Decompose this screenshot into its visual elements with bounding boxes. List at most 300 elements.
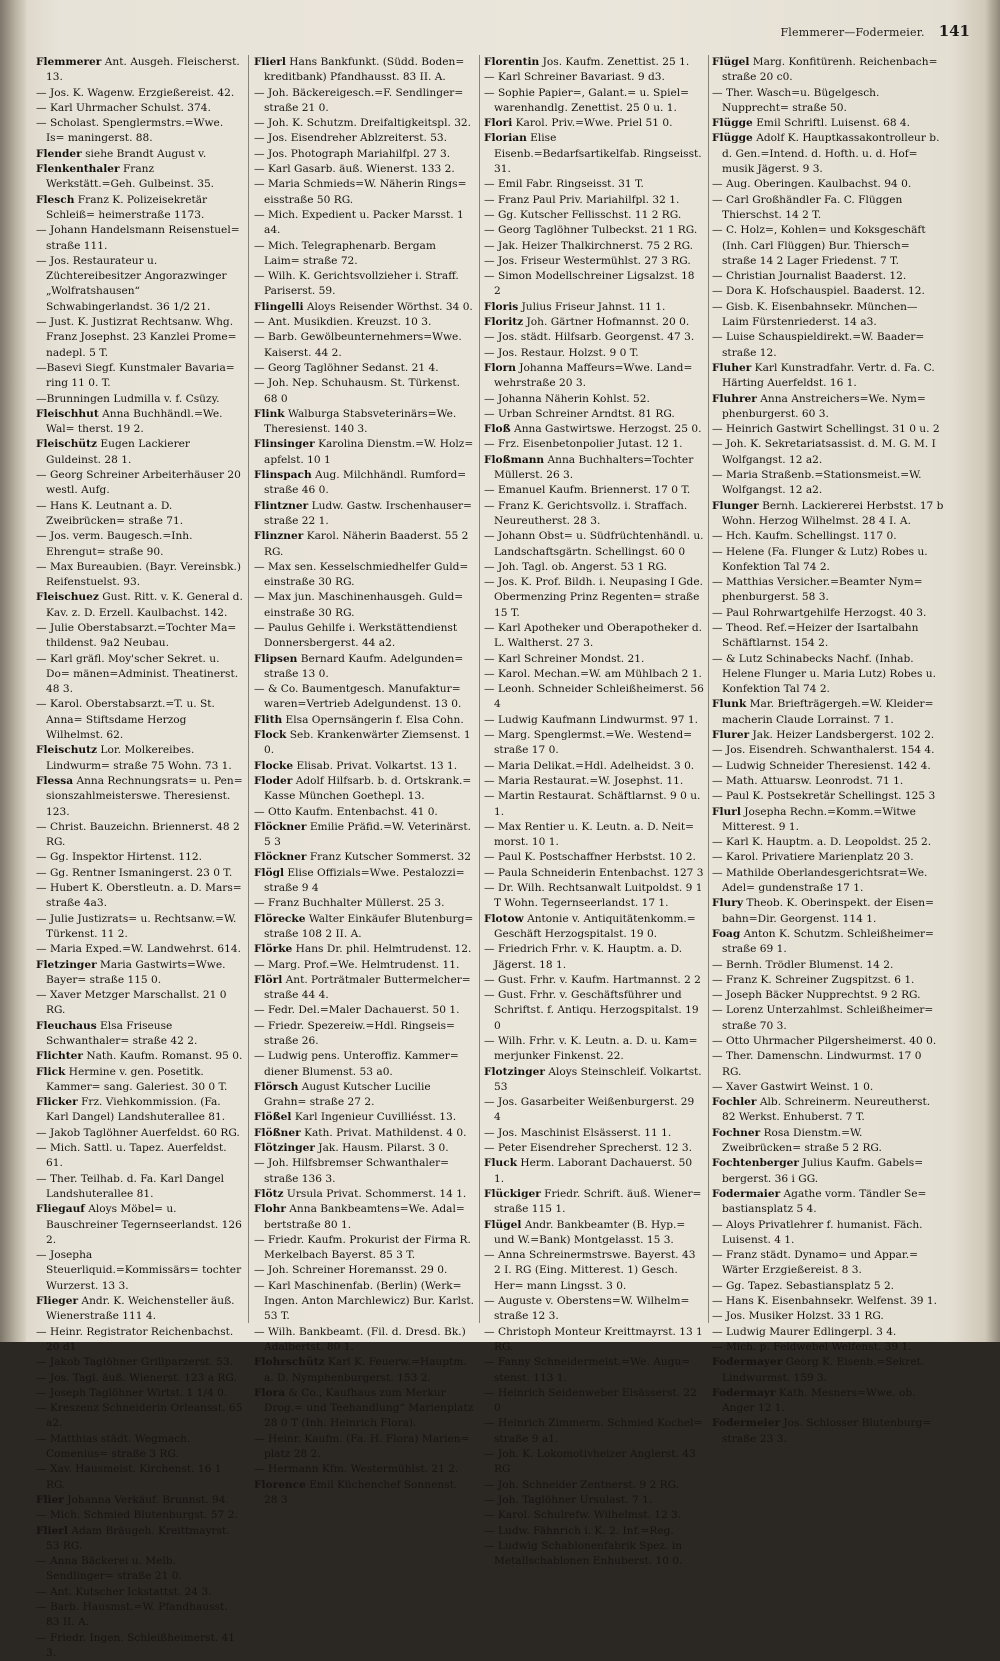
- directory-entry: [254, 1432, 474, 1463]
- directory-entry: [484, 116, 704, 131]
- entry-details: Jos. Schlosser Blutenburg= straße 23 3.: [722, 1417, 932, 1445]
- column-divider: [708, 55, 709, 1323]
- entry-details: — Hch. Kaufm. Schellingst. 117 0.: [712, 530, 897, 543]
- directory-entry: [254, 55, 474, 86]
- entry-details: — Karl K. Hauptm. a. D. Leopoldst. 25 2.: [712, 836, 932, 849]
- entry-surname: Flinsinger: [254, 438, 315, 451]
- entry-details: — Anna Bäckerei u. Melb. Sendlinger= straße 21 0.: [36, 1555, 182, 1583]
- entry-surname: Fleischhut: [36, 407, 99, 420]
- directory-entry: [254, 116, 474, 131]
- directory-entry: [484, 682, 704, 713]
- directory-entry: [484, 346, 704, 361]
- directory-entry: [484, 575, 704, 621]
- entry-details: Ludw. Gastw. Irschenhauser= straße 22 1.: [264, 499, 472, 527]
- directory-entry: [712, 1248, 944, 1279]
- entry-details: Andr. K. Weichensteller äuß. Wienerstraße 111 4.: [46, 1295, 235, 1323]
- entry-details: — Heinr. Registrator Reichenbachst. 20 d1: [36, 1325, 234, 1353]
- directory-entry: [254, 1233, 474, 1264]
- directory-entry: [36, 315, 244, 361]
- entry-surname: Florian: [484, 132, 527, 145]
- directory-entry: [254, 208, 474, 239]
- entry-details: — Barb. Gewölbeunternehmers=Wwe. Kaiserst. 44 2.: [254, 331, 462, 359]
- directory-entry: [712, 330, 944, 361]
- directory-entry: [712, 1340, 944, 1355]
- directory-entry: [484, 437, 704, 452]
- directory-entry: [712, 1049, 944, 1080]
- entry-details: Anna Buchhändl.=We. Wal= therst. 19 2.: [46, 407, 223, 436]
- entry-details: Seb. Krankenwärter Ziemsenst. 1 0.: [264, 729, 471, 757]
- entry-details: — Mich. Telegraphenarb. Bergam Laim= straße 72.: [254, 239, 436, 267]
- directory-entry: [254, 896, 474, 911]
- directory-entry: [712, 866, 944, 897]
- entry-details: — Kreszenz Schneiderin Orleansst. 65 a2.: [36, 1402, 243, 1430]
- entry-details: — Max jun. Maschinenhausgeh. Guld= einstraße 30 RG.: [254, 591, 464, 619]
- directory-entry: [712, 575, 944, 606]
- entry-details: Aug. Milchhändl. Rumford= straße 46 0.: [264, 469, 467, 497]
- entry-details: Karl K. Feuerw.=Hauptm. a. D. Nymphenburgerst. 153 2.: [264, 1356, 467, 1384]
- entry-surname: Flury: [712, 897, 743, 910]
- entry-details: — Karl Gasarb. äuß. Wienerst. 133 2.: [254, 163, 455, 176]
- entry-details: — Max Bureaubien. (Bayr. Vereinsbk.) Reifenstuelst. 93.: [36, 560, 242, 589]
- entry-details: — Paul Rohrwartgehilfe Herzogst. 40 3.: [712, 606, 927, 619]
- entry-surname: Flesch: [36, 193, 75, 206]
- entry-surname: Flörl: [254, 973, 283, 986]
- entry-surname: Flörsch: [254, 1080, 299, 1093]
- directory-entry: [254, 1003, 474, 1018]
- entry-details: — Auguste v. Oberstens=W. Wilhelm= straße 12 3.: [484, 1295, 690, 1323]
- directory-entry: [484, 1355, 704, 1386]
- directory-entry: [36, 1401, 244, 1432]
- entry-details: — Joh. Taglöhner Ursulast. 7 1.: [484, 1493, 653, 1506]
- entry-details: Bernh. Lackiererei Herbstst. 17 b Wohn. Herzog Wilhelmst. 28 4 I. A.: [722, 499, 944, 527]
- directory-entry: [36, 1371, 244, 1386]
- entry-details: Nath. Kaufm. Romanst. 95 0.: [86, 1050, 243, 1063]
- directory-entry: [484, 1508, 704, 1523]
- entry-surname: Flenkenthaler: [36, 163, 120, 176]
- entry-surname: Flohr: [254, 1203, 286, 1216]
- directory-entry: [712, 177, 944, 192]
- entry-details: Jak. Heizer Landsbergerst. 102 2.: [752, 729, 935, 742]
- directory-entry: [254, 1355, 474, 1386]
- entry-details: Mar. Briefträgergeh.=W. Kleider= macherin Claude Lorrainst. 7 1.: [722, 698, 934, 726]
- entry-surname: Flurer: [712, 729, 750, 742]
- entry-details: — Leonh. Schneider Schleißheimerst. 56 4: [484, 683, 704, 711]
- directory-entry: [254, 942, 474, 957]
- directory-entry: [36, 147, 244, 162]
- directory-entry: [254, 958, 474, 973]
- entry-details: — Xav. Hausmeist. Kirchenst. 16 1 RG.: [36, 1463, 222, 1491]
- directory-entry: [254, 1386, 474, 1432]
- entry-details: — Christ. Bauzeichn. Briennerst. 48 2 RG.: [36, 820, 240, 849]
- entry-details: — Math. Attuarsw. Leonrodst. 71 1.: [712, 774, 904, 787]
- directory-entry: [484, 1325, 704, 1356]
- directory-entry: [254, 162, 474, 177]
- directory-entry: [36, 407, 244, 438]
- entry-details: — Franz K. Schreiner Zugspitzst. 6 1.: [712, 973, 915, 986]
- page-number: 141: [938, 22, 970, 40]
- entry-surname: Flock: [254, 729, 287, 742]
- directory-entry: [484, 728, 704, 759]
- directory-entry: [712, 392, 944, 423]
- entry-surname: Fochner: [712, 1126, 761, 1139]
- entry-details: Bernard Kaufm. Adelgunden= straße 13 0.: [264, 652, 464, 680]
- entry-details: — Jos. städt. Hilfsarb. Georgenst. 47 3.: [484, 331, 695, 344]
- entry-details: — Ludwig Schablonenfabrik Spez. in Metallschablonen Enhuberst. 10 0.: [484, 1539, 683, 1568]
- directory-entry: [712, 193, 944, 224]
- directory-entry: [254, 1049, 474, 1080]
- entry-details: — Karl Apotheker und Oberapotheker d. L. Waltherst. 27 3.: [484, 621, 702, 650]
- entry-surname: Flender: [36, 147, 82, 160]
- entry-details: — Jos. Gasarbeiter Weißenburgerst. 29 4: [484, 1096, 695, 1124]
- directory-entry: [254, 1019, 474, 1050]
- directory-entry: [254, 315, 474, 330]
- entry-surname: Foag: [712, 927, 741, 940]
- entry-details: — Heinrich Gastwirt Schellingst. 31 0 u. 2: [712, 423, 940, 436]
- directory-entry: [484, 407, 704, 422]
- entry-details: Anna Buchhalters=Tochter Müllerst. 26 3.: [494, 453, 694, 482]
- entry-surname: Flichter: [36, 1050, 83, 1063]
- entry-details: — Maria Delikat.=Hdl. Adelheidst. 3 0.: [484, 759, 695, 772]
- directory-entry: [484, 269, 704, 300]
- directory-entry: [254, 713, 474, 728]
- entry-details: Anna Anstreichers=We. Nym= phenburgerst. 60 3.: [722, 392, 926, 420]
- directory-entry: [712, 116, 944, 131]
- directory-entry: [36, 193, 244, 224]
- entry-details: — Gisb. K. Eisenbahnsekr. München— Laim Fürstenriederst. 14 a3.: [712, 300, 918, 329]
- entry-details: Jos. Kaufm. Zenettist. 25 1.: [542, 56, 690, 68]
- entry-details: — Franz Paul Priv. Mariahilfpl. 32 1.: [484, 193, 680, 206]
- entry-details: Jak. Hausm. Pilarst. 3 0.: [318, 1142, 449, 1155]
- directory-entry: [484, 973, 704, 988]
- directory-entry: [712, 545, 944, 576]
- entry-surname: Flierl: [36, 1524, 68, 1537]
- entry-details: — Karl Schreiner Bavariast. 9 d3.: [484, 71, 665, 84]
- entry-details: — Joh. K. Schutzm. Dreifaltigkeitspl. 32.: [254, 117, 472, 130]
- entry-details: — Frz. Eisenbetonpolier Jutast. 12 1.: [484, 438, 683, 451]
- entry-details: Hans Dr. phil. Helmtrudenst. 12.: [295, 943, 472, 956]
- entry-surname: Flöckner: [254, 851, 307, 864]
- entry-details: — Gg. Kutscher Fellisschst. 11 2 RG.: [484, 208, 682, 221]
- directory-entry: [484, 1065, 704, 1096]
- directory-entry: [712, 652, 944, 698]
- directory-entry: [712, 300, 944, 331]
- entry-details: — Johanna Näherin Kohlst. 52.: [484, 392, 650, 405]
- entry-details: — Jos. Restaurateur u. Züchtereibesitzer Angorazwinger „Wolfratshausen“ Schwabingerlandst. 36 1/2 21.: [36, 254, 227, 313]
- entry-details: — Hubert K. Oberstleutn. a. D. Mars= straße 4a3.: [36, 882, 242, 910]
- entry-details: & Co., Kaufhaus zum Merkur Drog.= und Teehandlung“ Marienplatz 28 0 T (Inh. Heinrich Flora).: [264, 1386, 474, 1430]
- directory-entry: [254, 850, 474, 865]
- directory-entry: [484, 300, 704, 315]
- entry-details: — Joh. Hilfsbremser Schwanthaler= straße 136 3.: [254, 1157, 450, 1185]
- entry-details: — Jos. K. Prof. Bildh. i. Neupasing I Gde. Obermenzing Prinz Regenten= straße 15 T.: [484, 576, 703, 619]
- directory-entry: [254, 330, 474, 361]
- directory-entry: [712, 284, 944, 299]
- entry-details: — Anna Schreinermstrswe. Bayerst. 43 2 I. RG (Eing. Mitterest. 1) Gesch. Her= mann Lingsst. 3 0.: [484, 1249, 696, 1292]
- entry-details: — Theod. Ref.=Heizer der Isartalbahn Schäftlarnst. 154 2.: [712, 621, 919, 650]
- entry-details: — Ant. Kutscher Ickstattst. 24 3.: [36, 1585, 212, 1598]
- directory-entry: [712, 1294, 944, 1309]
- entry-details: — C. Holz=, Kohlen= und Koksgeschäft (Inh. Carl Flüggen) Bur. Thiersch= straße 14 2 Lager Friedenst. 7 T.: [712, 224, 926, 267]
- directory-entry: [712, 743, 944, 758]
- entry-surname: Flörke: [254, 943, 293, 956]
- entry-surname: Floßmann: [484, 453, 545, 466]
- directory-entry: [254, 529, 474, 560]
- directory-entry: [712, 1156, 944, 1187]
- entry-surname: Fleischuez: [36, 591, 99, 604]
- entry-details: — Lorenz Unterzahlmst. Schleißheimer= straße 70 3.: [712, 1004, 934, 1032]
- entry-details: — Karl Uhrmacher Schulst. 374.: [36, 101, 211, 114]
- entry-details: Adolf K. Hauptkassakontrolleur b. d. Gen.=Intend. d. Hofth. u. d. Hof= musik Jägerst. 9 3.: [722, 132, 940, 176]
- entry-details: Walburga Stabsveterinärs=We. Theresienst. 140 3.: [264, 407, 457, 436]
- directory-entry: [484, 1034, 704, 1065]
- entry-details: siehe Brandt August v.: [85, 147, 207, 160]
- entry-surname: Flink: [254, 407, 285, 420]
- directory-entry: [484, 361, 704, 392]
- column-3: [484, 55, 704, 1568]
- directory-entry: [36, 1294, 244, 1325]
- directory-entry: [36, 850, 244, 865]
- entry-details: Kath. Privat. Mathildenst. 4 0.: [304, 1126, 467, 1139]
- entry-details: Karl Ingenieur Cuvilliésst. 13.: [294, 1111, 457, 1124]
- entry-details: — Jakob Taglöhner Grillparzerst. 53.: [36, 1356, 233, 1369]
- directory-entry: [484, 208, 704, 223]
- entry-details: — Ther. Damenschn. Lindwurmst. 17 0 RG.: [712, 1050, 922, 1078]
- directory-entry: [484, 1187, 704, 1218]
- entry-surname: Florn: [484, 361, 516, 374]
- directory-entry: [712, 361, 944, 392]
- directory-entry: [36, 1493, 244, 1508]
- directory-entry: [36, 1524, 244, 1555]
- entry-details: Emil Küchenchef Sonnenst. 28 3: [264, 1478, 458, 1506]
- entry-details: Josepha Rechn.=Komm.=Witwe Mitterest. 9 1.: [722, 805, 916, 833]
- entry-details: — Mich. Sattl. u. Tapez. Auerfeldst. 61.: [36, 1142, 227, 1170]
- entry-details: — Wilh. K. Gerichtsvollzieher i. Straff. Pariserst. 59.: [254, 270, 459, 298]
- directory-entry: [36, 1202, 244, 1248]
- directory-entry: [36, 1126, 244, 1141]
- entry-details: — Gust. Frhr. v. Kaufm. Hartmannst. 2 2: [484, 973, 701, 986]
- entry-details: — Friedr. Kaufm. Prokurist der Firma R. Merkelbach Bayerst. 85 3 T.: [254, 1233, 471, 1262]
- directory-entry: [254, 1478, 474, 1509]
- directory-entry: [36, 1585, 244, 1600]
- entry-details: — Karl gräfl. Moy'scher Sekret. u. Do= mänen=Administ. Theatinerst. 48 3.: [36, 652, 239, 696]
- directory-entry: [36, 1248, 244, 1294]
- running-head: Flemmerer—Fodermeier.: [780, 26, 925, 39]
- entry-details: — Marg. Prof.=We. Helmtrudenst. 11.: [254, 958, 460, 971]
- entry-details: — Friedr. Ingen. Schleißheimerst. 41 3.: [36, 1631, 235, 1659]
- entry-details: Elisab. Privat. Volkartst. 13 1.: [296, 759, 458, 772]
- entry-surname: Flintzner: [254, 499, 309, 512]
- directory-entry: [712, 1003, 944, 1034]
- entry-details: — Just. K. Justizrat Rechtsanw. Whg. Franz Josephst. 23 Kanzlei Prome= nadepl. 5 T.: [36, 316, 237, 359]
- directory-entry: [484, 1248, 704, 1294]
- entry-surname: Flith: [254, 713, 283, 726]
- directory-entry: [712, 269, 944, 284]
- directory-entry: [254, 1187, 474, 1202]
- entry-surname: Flügel: [484, 1218, 522, 1231]
- entry-details: — Paula Schneiderin Entenbachst. 127 3: [484, 866, 704, 879]
- entry-surname: Fodermayr: [712, 1386, 776, 1399]
- directory-entry: [484, 1218, 704, 1249]
- directory-entry: [36, 468, 244, 499]
- entry-details: — & Lutz Schinabecks Nachf. (Inhab. Helene Flunger u. Maria Lutz) Robes u. Konfektion Tal 74 2.: [712, 652, 936, 696]
- entry-surname: Flunger: [712, 499, 759, 512]
- entry-details: — Maria Restaurat.=W. Josephst. 11.: [484, 774, 684, 787]
- entry-details: Andr. Bankbeamter (B. Hyp.= und W.=Bank) Montgelasst. 15 3.: [494, 1218, 686, 1246]
- entry-details: — Martin Restaurat. Schäftlarnst. 9 0 u. 1.: [484, 790, 701, 818]
- directory-entry: [254, 407, 474, 438]
- directory-entry: [712, 835, 944, 850]
- directory-entry: [484, 942, 704, 973]
- directory-entry: [712, 697, 944, 728]
- entry-details: — Mich. Schmied Blutenburgst. 57 2.: [36, 1509, 238, 1522]
- directory-entry: [712, 55, 944, 86]
- entry-surname: Flötz: [254, 1187, 284, 1200]
- entry-details: — Joseph Bäcker Nupprechtst. 9 2 RG.: [712, 989, 921, 1002]
- directory-entry: [484, 881, 704, 912]
- entry-details: Hermine v. gen. Posetitk. Kammer= sang. Galeriest. 30 0 T.: [46, 1065, 228, 1093]
- entry-details: — Bernh. Trödler Blumenst. 14 2.: [712, 958, 894, 971]
- entry-details: Emilie Präfid.=W. Veterinärst. 5 3: [264, 820, 471, 849]
- directory-entry: [36, 101, 244, 116]
- entry-details: — Jos. Restaur. Holzst. 9 0 T.: [484, 346, 639, 359]
- entry-details: Emil Schriftl. Luisenst. 68 4.: [756, 117, 911, 130]
- directory-entry: [254, 468, 474, 499]
- entry-details: Franz Werkstätt.=Geh. Gulbeinst. 35.: [46, 163, 215, 191]
- directory-entry: [36, 866, 244, 881]
- directory-entry: [484, 1141, 704, 1156]
- entry-details: — Max sen. Kesselschmiedhelfer Guld= einstraße 30 RG.: [254, 560, 469, 589]
- entry-surname: Flieger: [36, 1295, 79, 1308]
- entry-details: Herm. Laborant Dachauerst. 50 1.: [494, 1157, 693, 1185]
- entry-surname: Fleischütz: [36, 438, 98, 451]
- entry-surname: Fodermayer: [712, 1356, 783, 1369]
- directory-entry: [254, 300, 474, 315]
- entry-details: Ant. Ausgeh. Fleischerst. 13.: [46, 56, 240, 84]
- entry-details: — Ant. Musikdien. Kreuzst. 10 3.: [254, 316, 432, 329]
- entry-details: — Jak. Heizer Thalkirchnerst. 75 2 RG.: [484, 239, 694, 252]
- entry-details: Maria Gastwirts=Wwe. Bayer= straße 115 0.: [46, 958, 226, 986]
- entry-details: — Marg. Spenglermst.=We. Westend= straße 17 0.: [484, 729, 693, 757]
- entry-surname: Florentin: [484, 56, 540, 68]
- directory-entry: [254, 1462, 474, 1477]
- entry-details: — Jos. Tagl. äuß. Wienerst. 123 a RG.: [36, 1371, 237, 1384]
- entry-surname: Flügel: [712, 56, 750, 68]
- directory-entry: [36, 1631, 244, 1661]
- entry-details: Johanna Verkäuf. Brunnst. 94.: [67, 1493, 229, 1506]
- entry-details: — Jos. Maschinist Elsässerst. 11 1.: [484, 1126, 672, 1139]
- entry-details: — Luise Schauspieldirekt.=W. Baader= straße 12.: [712, 331, 925, 359]
- column-4: [712, 55, 944, 1445]
- entry-details: Anna Gastwirtswe. Herzogst. 25 0.: [514, 423, 702, 436]
- entry-details: — Jos. K. Wagenw. Erzgießereist. 42.: [36, 86, 235, 99]
- directory-entry: [484, 1294, 704, 1325]
- entry-details: — Friedrich Frhr. v. K. Hauptm. a. D. Jägerst. 18 1.: [484, 943, 683, 971]
- directory-entry: [36, 1554, 244, 1585]
- entry-details: — Carl Großhändler Fa. C. Flüggen Thierschst. 14 2 T.: [712, 193, 903, 221]
- entry-details: Friedr. Schrift. äuß. Wiener= straße 115 1.: [494, 1187, 702, 1216]
- entry-surname: Flierl: [254, 56, 286, 68]
- directory-entry: [254, 1156, 474, 1187]
- entry-details: — Jos. verm. Baugesch.=Inh. Ehrengut= straße 90.: [36, 530, 193, 558]
- directory-entry: [36, 1600, 244, 1631]
- entry-details: — Joh. Bäckereigesch.=F. Sendlinger= straße 21 0.: [254, 86, 464, 114]
- directory-entry: [36, 590, 244, 621]
- entry-details: Aloys Reisender Wörthst. 34 0.: [306, 300, 473, 313]
- entry-surname: Flurl: [712, 805, 741, 818]
- entry-details: Karol. Priv.=Wwe. Priel 51 0.: [515, 117, 673, 130]
- entry-surname: Fochtenberger: [712, 1157, 799, 1170]
- entry-details: — Joh. K. Sekretariatsassist. d. M. G. M. I Wolfgangst. 12 a2.: [712, 438, 936, 466]
- entry-surname: Flemmerer: [36, 56, 102, 68]
- directory-entry: [712, 774, 944, 789]
- directory-entry: [712, 1080, 944, 1095]
- entry-details: — Maria Exped.=W. Landwehrst. 614.: [36, 943, 242, 956]
- directory-entry: [36, 1508, 244, 1523]
- entry-details: Johanna Maffeurs=Wwe. Land= wehrstraße 20 3.: [494, 361, 693, 390]
- directory-entry: [36, 697, 244, 743]
- entry-surname: Flinspach: [254, 469, 312, 482]
- entry-details: — Julie Justizrats= u. Rechtsanw.=W. Türkenst. 11 2.: [36, 912, 237, 940]
- directory-entry: [484, 254, 704, 269]
- entry-surname: Flier: [36, 1493, 64, 1506]
- directory-entry: [36, 958, 244, 989]
- entry-details: — Paul K. Postsekretär Schellingst. 125 3: [712, 790, 936, 803]
- directory-entry: [484, 193, 704, 208]
- entry-details: — Fedr. Del.=Maler Dachauerst. 50 1.: [254, 1004, 460, 1017]
- column-2: [254, 55, 475, 1506]
- entry-details: — Urban Schreiner Arndtst. 81 RG.: [484, 407, 675, 420]
- directory-entry: [712, 1279, 944, 1294]
- entry-details: — Matthias städt. Wegmach. Comenius= straße 3 RG.: [36, 1432, 191, 1461]
- entry-details: Aloys Steinschleif. Volkartst. 53: [494, 1065, 702, 1093]
- entry-details: — Fanny Schneidermeist.=We. Augu= stenst. 113 1.: [484, 1356, 691, 1384]
- directory-entry: [712, 1416, 944, 1447]
- entry-details: — Mich. p. Feldwebel Welfenst. 39 1.: [712, 1340, 912, 1353]
- directory-entry: [484, 453, 704, 484]
- directory-entry: [484, 70, 704, 85]
- entry-details: Agathe vorm. Tändler Se= bastiansplatz 5 4.: [722, 1187, 927, 1216]
- entry-surname: Flößner: [254, 1126, 301, 1139]
- directory-entry: [254, 147, 474, 162]
- entry-details: — Jos. Eisendreh. Schwanthalerst. 154 4.: [712, 744, 935, 757]
- entry-surname: Fluher: [712, 361, 752, 374]
- directory-entry: [36, 988, 244, 1019]
- entry-surname: Florence: [254, 1478, 306, 1491]
- directory-entry: [712, 499, 944, 530]
- directory-entry: [484, 86, 704, 117]
- entry-surname: Fluhrer: [712, 392, 757, 405]
- entry-surname: Flörecke: [254, 912, 306, 925]
- entry-details: — Barb. Hausmst.=W. Pfandhausst. 83 II. A.: [36, 1600, 228, 1629]
- directory-entry: [484, 713, 704, 728]
- directory-entry: [484, 1156, 704, 1187]
- directory-entry: [484, 529, 704, 560]
- entry-details: — Max Rentier u. K. Leutn. a. D. Neit= morst. 10 1.: [484, 820, 694, 849]
- directory-entry: [254, 590, 474, 621]
- entry-surname: Flögl: [254, 866, 285, 879]
- entry-surname: Floß: [484, 423, 511, 436]
- entry-surname: Flötzinger: [254, 1142, 315, 1155]
- directory-entry: [484, 1539, 704, 1570]
- directory-entry: [36, 223, 244, 254]
- entry-details: — Maria Schmieds=W. Näherin Rings= eisstraße 50 RG.: [254, 178, 467, 206]
- directory-entry: [484, 1447, 704, 1478]
- directory-entry: [712, 1218, 944, 1249]
- directory-entry: [712, 621, 944, 652]
- directory-entry: [712, 86, 944, 117]
- directory-entry: [36, 1432, 244, 1463]
- directory-entry: [254, 1110, 474, 1125]
